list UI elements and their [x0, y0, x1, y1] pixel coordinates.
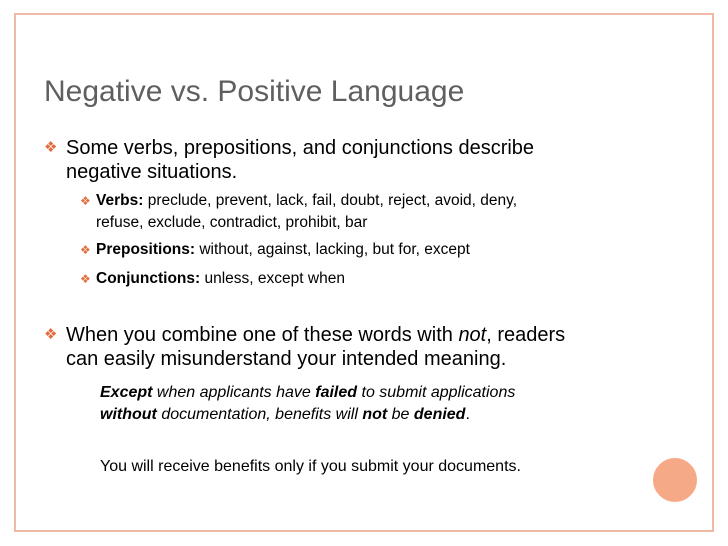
verbs-text-1: preclude, prevent, lack, fail, doubt, reject, avoid, deny,: [143, 192, 518, 209]
diamond-bullet-icon: ❖: [80, 272, 91, 286]
point-2-line-1-start: When you combine one of these words with: [66, 324, 459, 346]
example-negative-sentence: [100, 382, 640, 426]
example-fragment: to submit applications: [357, 384, 516, 401]
example-positive-sentence: You will receive benefits only if you submit your documents.: [100, 458, 521, 475]
example-word-failed: failed: [315, 384, 358, 401]
example-word-without: without: [100, 406, 157, 423]
sub-bullet-conjunctions: [96, 268, 656, 290]
diamond-bullet-icon: ❖: [44, 326, 58, 343]
sub-bullet-prepositions: [96, 239, 656, 261]
example-word-except: Except: [100, 384, 153, 401]
verbs-label: Verbs:: [96, 192, 144, 209]
point-2-emphasis-not: not: [458, 324, 487, 346]
diamond-bullet-icon: ❖: [80, 194, 91, 208]
example-fragment: when applicants have: [152, 384, 316, 401]
conjunctions-text: unless, except when: [200, 270, 345, 287]
bullet-point-1-line-1: Some verbs, prepositions, and conjunctions describe: [66, 137, 535, 159]
diamond-bullet-icon: ❖: [80, 243, 91, 257]
diamond-bullet-icon: ❖: [44, 139, 58, 156]
sub-bullet-verbs: [96, 190, 656, 234]
bullet-point-2: [66, 323, 666, 371]
example-period: .: [465, 406, 470, 423]
example-fragment: be: [387, 406, 414, 423]
example-fragment: documentation, benefits will: [156, 406, 363, 423]
example-word-not: not: [362, 406, 388, 423]
point-2-line-2: can easily misunderstand your intended meaning.: [66, 348, 507, 370]
conjunctions-label: Conjunctions:: [96, 270, 201, 287]
slide-title: Negative vs. Positive Language: [44, 75, 465, 108]
point-2-line-1-end: , readers: [486, 324, 566, 346]
bullet-point-1: [66, 136, 666, 184]
bullet-point-1-line-2: negative situations.: [66, 161, 238, 183]
example-word-denied: denied: [413, 406, 466, 423]
prepositions-label: Prepositions:: [96, 241, 196, 258]
verbs-text-2: refuse, exclude, contradict, prohibit, bar: [96, 214, 368, 231]
decorative-circle: [649, 454, 701, 506]
prepositions-text: without, against, lacking, but for, except: [195, 241, 470, 258]
